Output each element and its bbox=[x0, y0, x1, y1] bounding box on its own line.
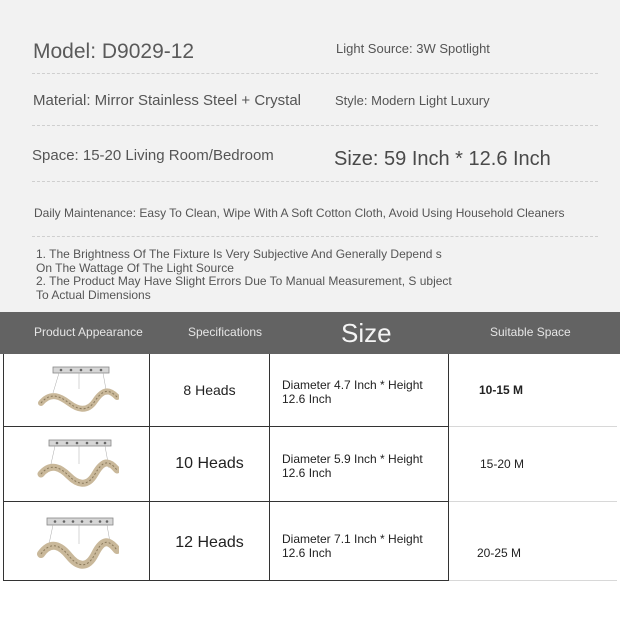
chandelier-product-image bbox=[37, 512, 119, 576]
header-size: Size bbox=[341, 318, 392, 348]
divider bbox=[32, 181, 598, 182]
note-measurement: 2. The Product May Have Slight Errors Due To Manual Measurement, S ubject To Actual Dimensions bbox=[36, 274, 452, 302]
spec-panel bbox=[0, 0, 620, 312]
model-text: Model: D9029-12 bbox=[33, 40, 195, 63]
spec-cell bbox=[150, 502, 270, 581]
divider bbox=[32, 125, 598, 126]
space-text: Space: 15-20 Living Room/Bedroom bbox=[32, 147, 274, 164]
style-text: Style: Modern Light Luxury bbox=[335, 93, 490, 108]
heads-label: 10 Heads bbox=[175, 455, 244, 472]
table-row bbox=[3, 502, 617, 581]
suitable-space-text: 15-20 M bbox=[480, 457, 525, 471]
space-cell bbox=[449, 354, 617, 427]
table-row bbox=[3, 427, 617, 502]
size-text: Size: 59 Inch * 12.6 Inch bbox=[334, 148, 551, 170]
note-brightness: 1. The Brightness Of The Fixture Is Very Subjective And Generally Depend s On The Wattage Of The Light Source bbox=[36, 247, 442, 275]
suitable-space-text: 20-25 M bbox=[477, 546, 522, 560]
size-cell bbox=[270, 502, 449, 581]
chandelier-product-image bbox=[37, 361, 119, 421]
header-specifications: Specifications bbox=[188, 325, 263, 339]
product-image-cell bbox=[3, 354, 150, 427]
size-cell bbox=[270, 354, 449, 427]
product-image-cell bbox=[3, 502, 150, 581]
suitable-space-text: 10-15 M bbox=[479, 383, 524, 397]
chandelier-product-image bbox=[37, 434, 119, 494]
divider bbox=[32, 73, 598, 74]
product-image-cell bbox=[3, 427, 150, 502]
dimensions-text: Diameter 4.7 Inch * Height 12.6 Inch bbox=[282, 378, 423, 406]
table-row bbox=[3, 354, 617, 427]
header-suitable-space: Suitable Space bbox=[490, 325, 571, 339]
light-source-text: Light Source: 3W Spotlight bbox=[336, 41, 490, 56]
divider bbox=[32, 236, 598, 237]
heads-label: 8 Heads bbox=[183, 382, 236, 398]
heads-label: 12 Heads bbox=[175, 534, 244, 551]
material-text: Material: Mirror Stainless Steel + Crystal bbox=[33, 92, 301, 109]
maintenance-text: Daily Maintenance: Easy To Clean, Wipe With A Soft Cotton Cloth, Avoid Using Household Cleaners bbox=[34, 206, 565, 220]
spec-cell bbox=[150, 427, 270, 502]
size-cell bbox=[270, 427, 449, 502]
header-product-appearance: Product Appearance bbox=[34, 325, 143, 339]
dimensions-text: Diameter 5.9 Inch * Height 12.6 Inch bbox=[282, 452, 423, 480]
space-cell bbox=[449, 427, 617, 502]
space-cell bbox=[449, 502, 617, 581]
dimensions-text: Diameter 7.1 Inch * Height 12.6 Inch bbox=[282, 532, 423, 560]
spec-cell bbox=[150, 354, 270, 427]
product-table bbox=[3, 354, 617, 581]
table-header bbox=[0, 312, 620, 354]
